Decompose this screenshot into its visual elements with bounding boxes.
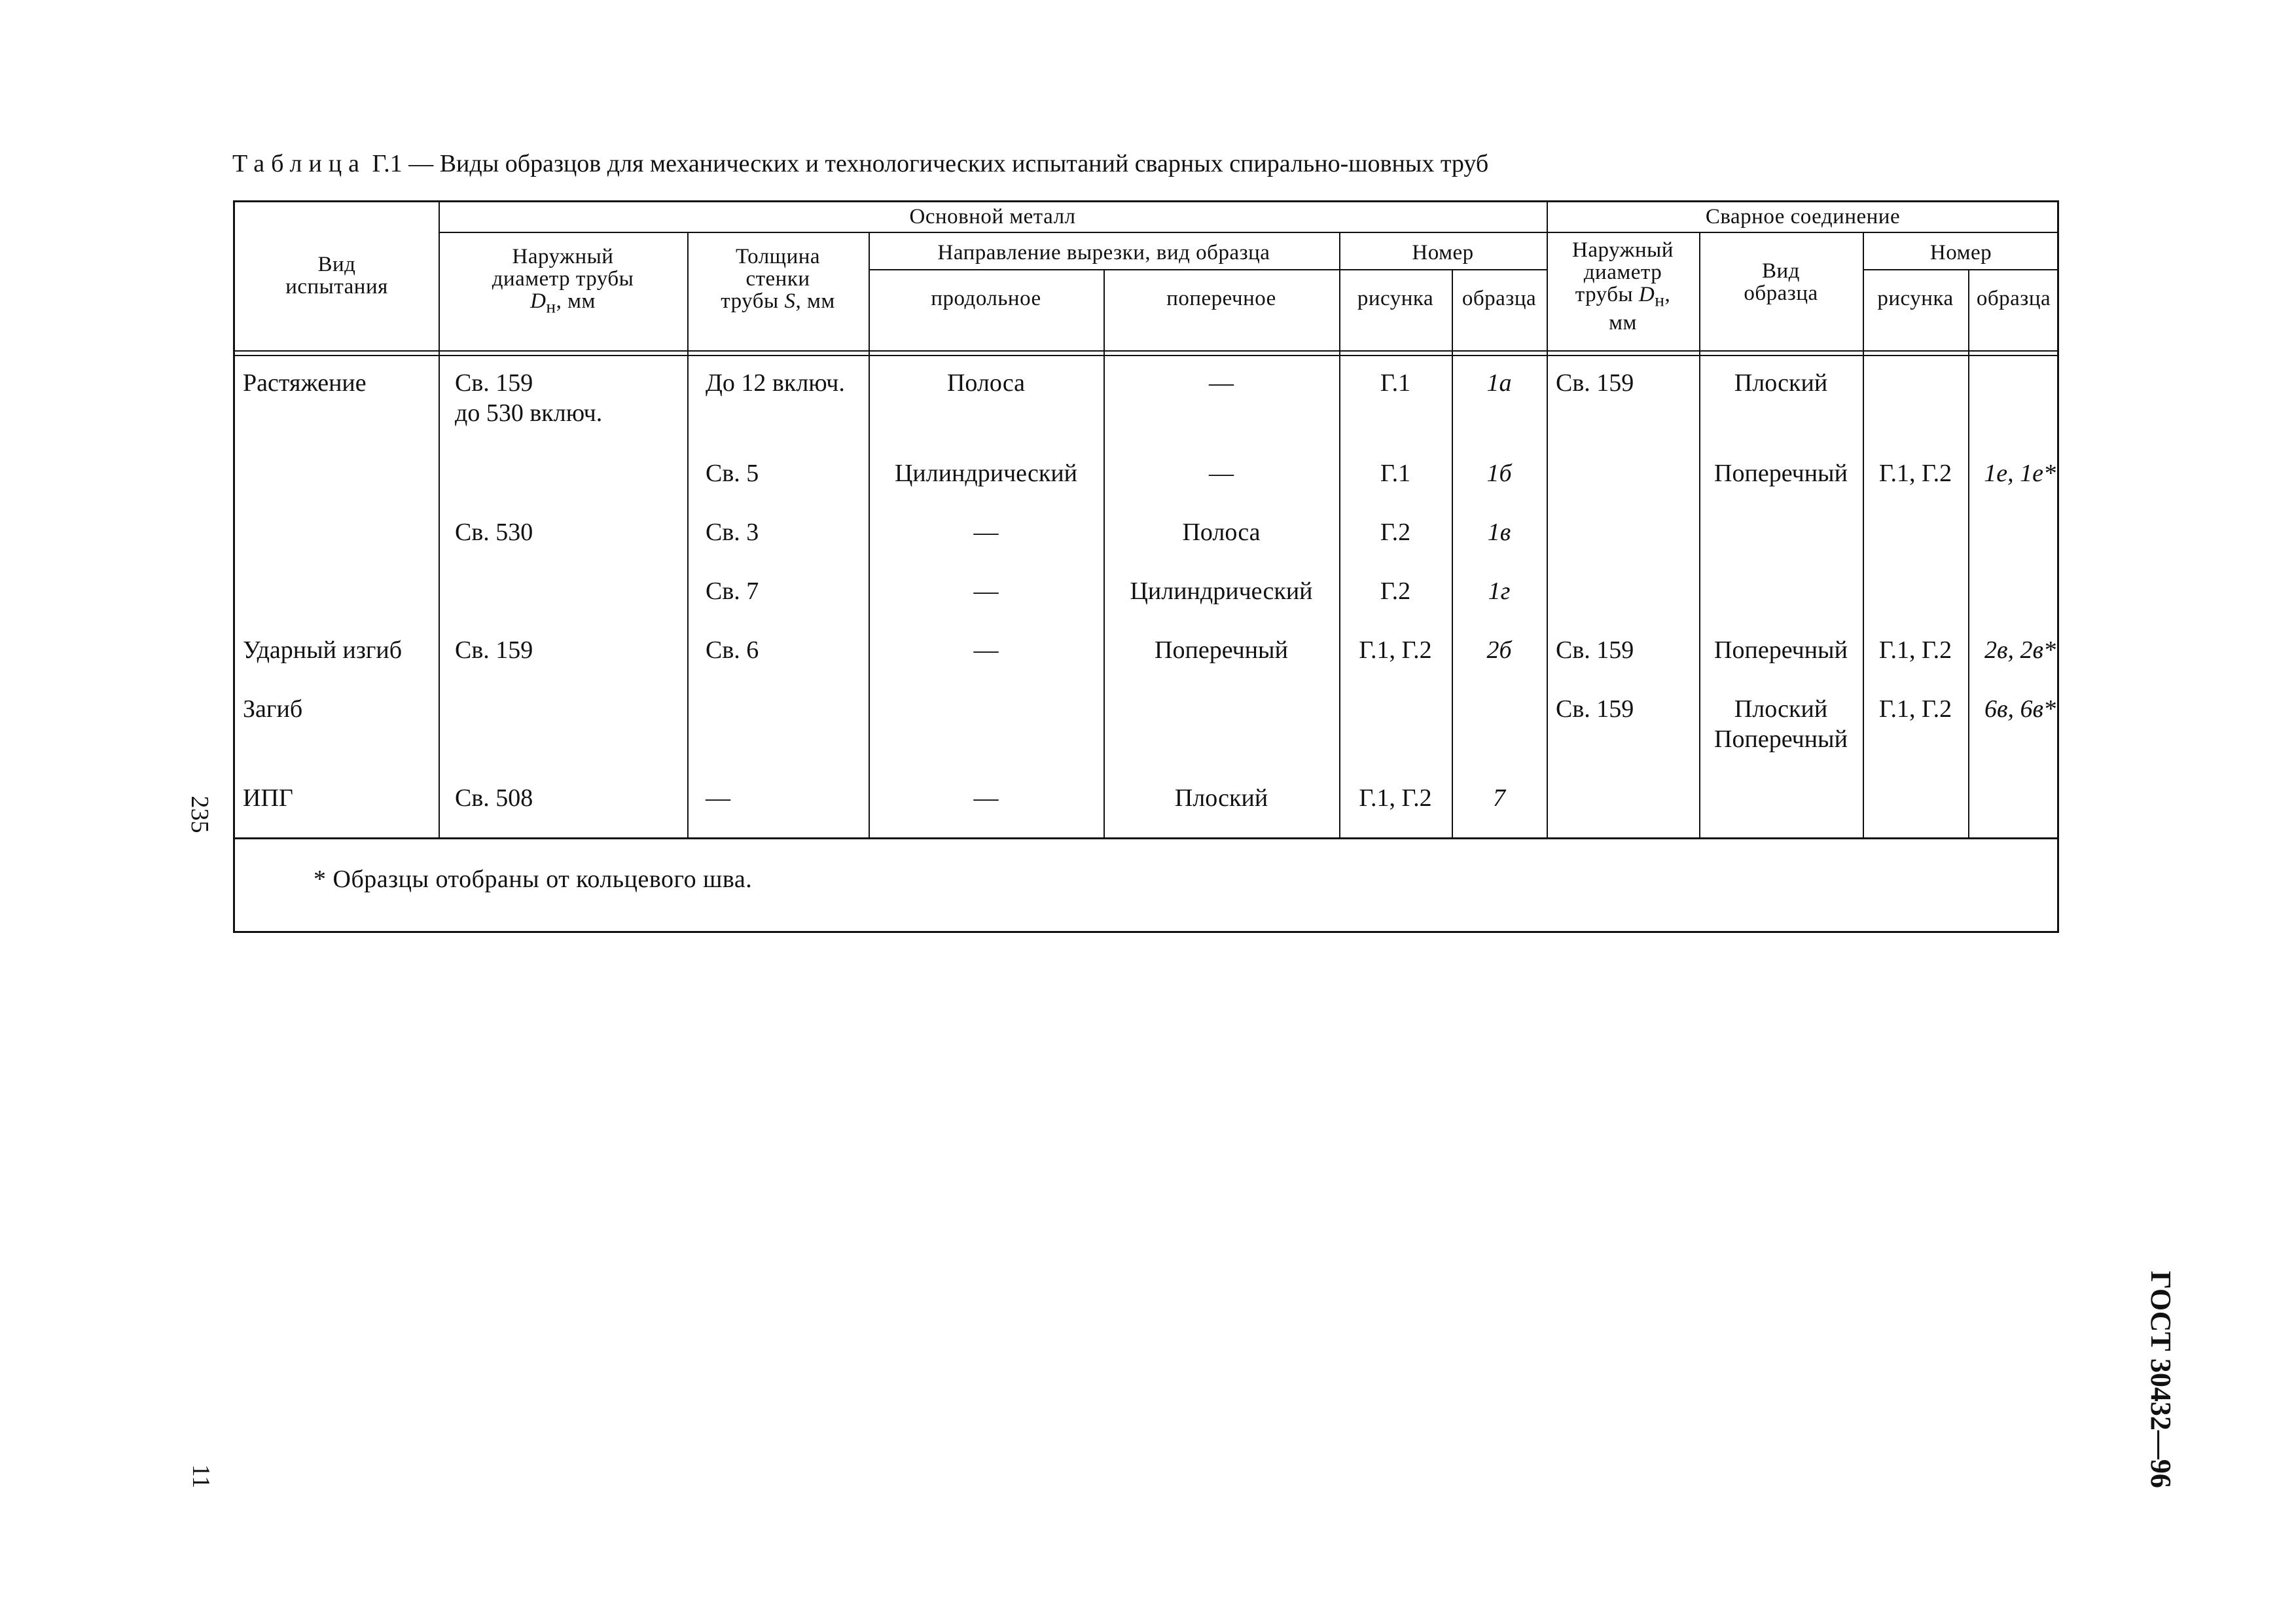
row-4-specimen: 1г xyxy=(1488,577,1511,605)
row-7-figure: Г.1, Г.2 xyxy=(1359,784,1432,812)
row-1-wall: До 12 включ. xyxy=(706,369,845,397)
header-weld-figure: рисунка xyxy=(1877,287,1954,310)
row-5-figure: Г.1, Г.2 xyxy=(1359,636,1432,664)
row-5-weld-figure: Г.1, Г.2 xyxy=(1878,636,1952,664)
row-4-longitudinal: — xyxy=(973,577,999,605)
row-5-longitudinal: — xyxy=(973,636,999,664)
header-weld-joint: Сварное соединение xyxy=(1705,205,1901,228)
header-weld-specimen: образца xyxy=(1976,287,2051,310)
page-number-bottom: 11 xyxy=(187,1464,215,1489)
row-2-figure: Г.1 xyxy=(1380,460,1411,487)
row-6-weld-kind-2: Поперечный xyxy=(1714,725,1848,753)
row-1-specimen: 1а xyxy=(1486,369,1512,397)
row-2-wall: Св. 5 xyxy=(706,460,759,487)
row-6-weld-figure: Г.1, Г.2 xyxy=(1878,695,1952,723)
header-weld-number: Номер xyxy=(1929,241,1992,264)
header-wall-thickness: Толщина стенки трубы S, мм xyxy=(721,245,835,313)
row-5-weld-kind: Поперечный xyxy=(1714,636,1848,664)
row-4-figure: Г.2 xyxy=(1380,577,1411,605)
row-7-test: ИПГ xyxy=(243,784,293,812)
row-5-diameter: Св. 159 xyxy=(455,636,533,664)
header-cut-direction: Направление вырезки, вид образца xyxy=(937,241,1270,264)
row-5-wall: Св. 6 xyxy=(706,636,759,664)
row-6-test: Загиб xyxy=(243,695,303,723)
caption-label: Таблица xyxy=(232,150,367,177)
specimen-table xyxy=(233,200,2059,933)
header-longitudinal: продольное xyxy=(931,287,1041,310)
header-test-type: Вид испытания xyxy=(285,253,388,299)
row-3-longitudinal: — xyxy=(973,519,999,546)
header-weld-outer-diameter: Наружный диаметр трубы $D_н$, мм xyxy=(1572,238,1674,335)
row-4-wall: Св. 7 xyxy=(706,577,759,605)
row-2-transverse: — xyxy=(1209,460,1234,487)
row-6-weld-kind: Плоский xyxy=(1734,695,1828,723)
caption-text: Г.1 — Виды образцов для механических и технологических испытаний сварных спирально-шовных труб xyxy=(372,150,1489,177)
row-7-diameter: Св. 508 xyxy=(455,784,533,812)
row-3-wall: Св. 3 xyxy=(706,519,759,546)
header-outer-diameter: Наружный диаметр трубы $D_н$, мм xyxy=(492,245,634,317)
row-6-weld-diameter: Св. 159 xyxy=(1556,695,1634,723)
row-1-figure: Г.1 xyxy=(1380,369,1411,397)
row-4-transverse: Цилиндрический xyxy=(1130,577,1313,605)
header-base-metal: Основной металл xyxy=(909,205,1076,228)
table-footnote: * Образцы отобраны от кольцевого шва. xyxy=(314,866,753,893)
header-transverse: поперечное xyxy=(1166,287,1276,310)
page-number-top: 235 xyxy=(186,795,213,833)
row-3-figure: Г.2 xyxy=(1380,519,1411,546)
row-5-weld-diameter: Св. 159 xyxy=(1556,636,1634,664)
row-3-transverse: Полоса xyxy=(1182,519,1261,546)
row-1-transverse: — xyxy=(1209,369,1234,397)
header-figure: рисунка xyxy=(1357,287,1434,310)
row-6-weld-specimen: 6в, 6в* xyxy=(1984,695,2056,723)
row-2-longitudinal: Цилиндрический xyxy=(894,460,1077,487)
row-7-specimen: 7 xyxy=(1493,784,1505,812)
row-1-weld-kind: Плоский xyxy=(1734,369,1828,397)
row-1-weld-diameter: Св. 159 xyxy=(1556,369,1634,397)
row-1-test: Растяжение xyxy=(243,369,367,397)
row-3-diameter: Св. 530 xyxy=(455,519,533,546)
header-specimen: образца xyxy=(1462,287,1537,310)
row-5-transverse: Поперечный xyxy=(1155,636,1288,664)
row-7-longitudinal: — xyxy=(973,784,999,812)
row-2-weld-specimen: 1е, 1е* xyxy=(1984,460,2056,487)
row-5-specimen: 2б xyxy=(1486,636,1512,664)
row-5-weld-specimen: 2в, 2в* xyxy=(1984,636,2056,664)
row-3-specimen: 1в xyxy=(1487,519,1511,546)
table-caption xyxy=(232,149,1488,178)
row-1-diameter-range: до 530 включ. xyxy=(455,399,603,427)
header-number: Номер xyxy=(1412,241,1474,264)
row-7-wall: — xyxy=(706,784,730,812)
row-7-transverse: Плоский xyxy=(1174,784,1268,812)
row-5-test: Ударный изгиб xyxy=(243,636,403,664)
row-2-weld-kind: Поперечный xyxy=(1714,460,1848,487)
header-weld-kind: Вид образца xyxy=(1744,259,1818,305)
row-2-specimen: 1б xyxy=(1486,460,1512,487)
row-1-diameter: Св. 159 xyxy=(455,369,533,397)
row-1-longitudinal: Полоса xyxy=(946,369,1026,397)
standard-designation: ГОСТ 30432—96 xyxy=(2145,1271,2177,1488)
row-2-weld-figure: Г.1, Г.2 xyxy=(1878,460,1952,487)
